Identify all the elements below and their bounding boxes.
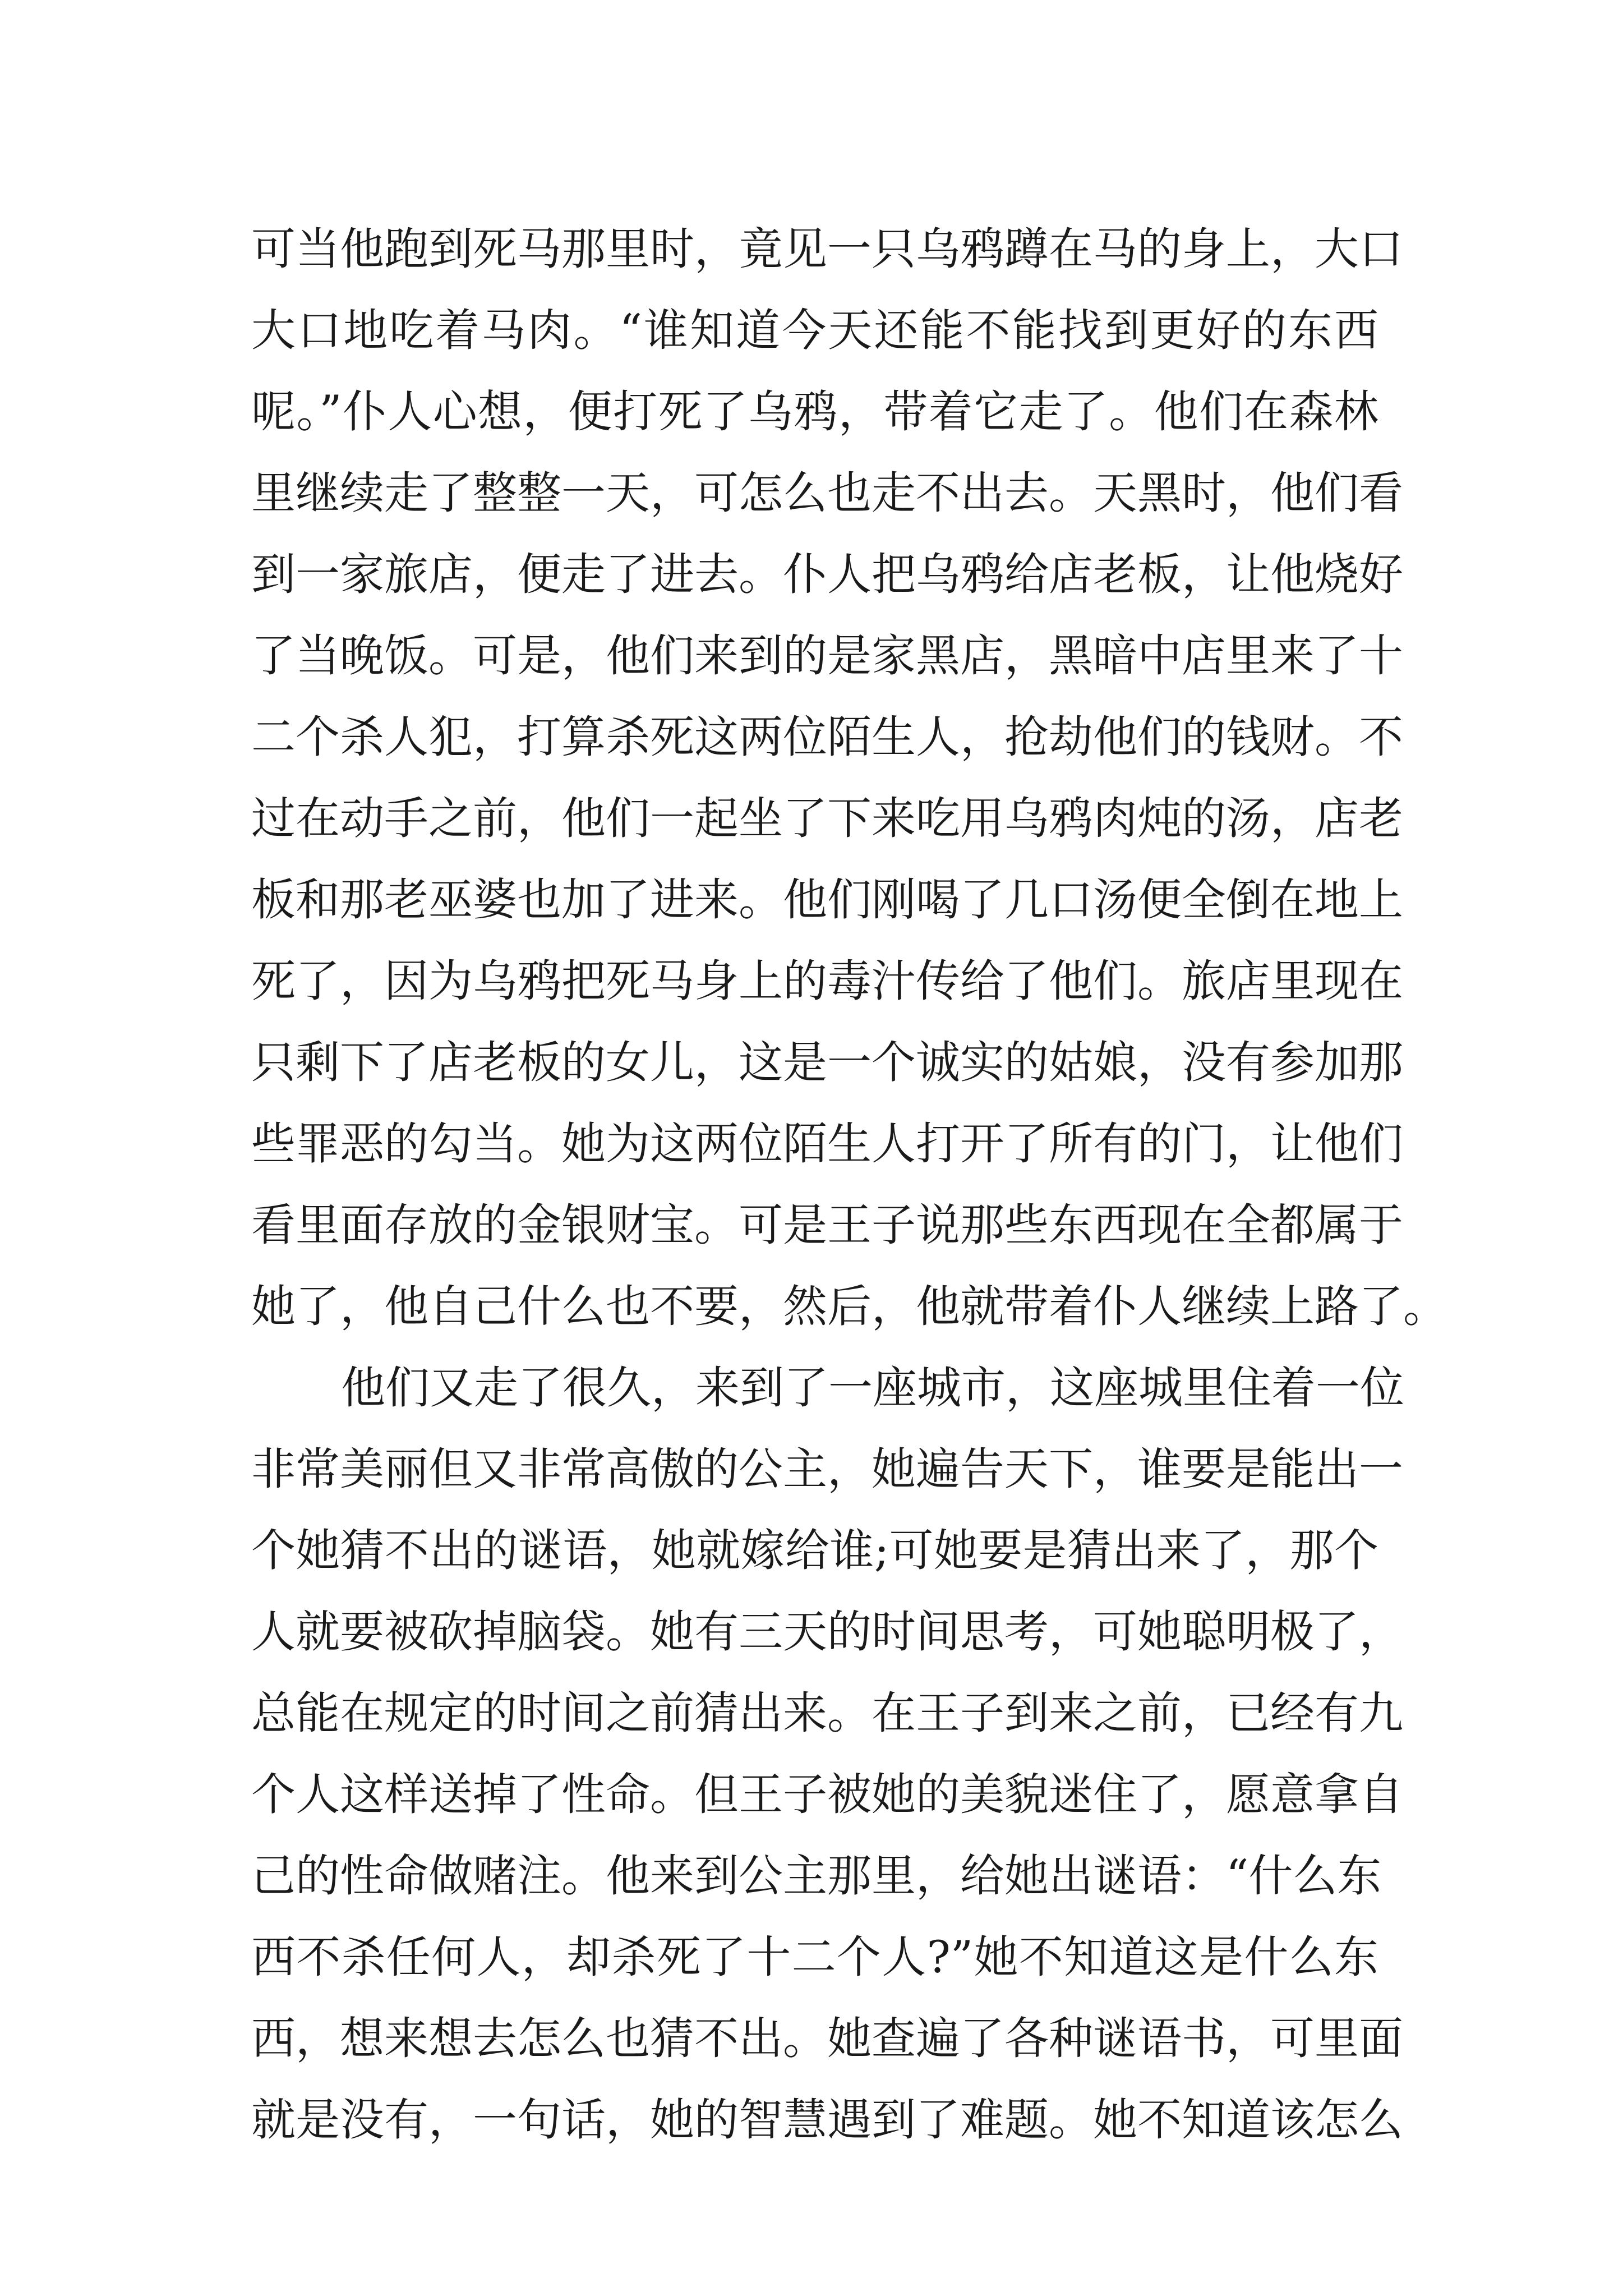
text-line: 可当他跑到死马那里时，竟见一只乌鸦蹲在马的身上，大口 bbox=[251, 223, 1403, 275]
text-line: 到一家旅店，便走了进去。仆人把乌鸦给店老板，让他烧好 bbox=[251, 549, 1403, 600]
text-line: 西，想来想去怎么也猜不出。她查遍了各种谜语书，可里面 bbox=[251, 2013, 1403, 2064]
text-line: 呢。”仆人心想，便打死了乌鸦，带着它走了。他们在森林 bbox=[251, 386, 1378, 438]
text-line: 里继续走了整整一天，可怎么也走不出去。天黑时，他们看 bbox=[251, 467, 1403, 519]
text-line: 看里面存放的金银财宝。可是王子说那些东西现在全都属于 bbox=[251, 1199, 1403, 1251]
text-line: 人就要被砍掉脑袋。她有三天的时间思考，可她聪明极了， bbox=[251, 1606, 1403, 1658]
paragraph-start-line: 他们又走了很久，来到了一座城市，这座城里住着一位 bbox=[341, 1362, 1404, 1414]
text-line: 总能在规定的时间之前猜出来。在王子到来之前，已经有九 bbox=[251, 1687, 1403, 1739]
text-line: 过在动手之前，他们一起坐了下来吃用乌鸦肉炖的汤，店老 bbox=[251, 793, 1403, 844]
text-line: 西不杀任何人，却杀死了十二个人?”她不知道这是什么东 bbox=[251, 1931, 1378, 1983]
text-line: 非常美丽但又非常高傲的公主，她遍告天下，谁要是能出一 bbox=[251, 1443, 1403, 1495]
text-line: 己的性命做赌注。他来到公主那里，给她出谜语：“什么东 bbox=[251, 1850, 1382, 1902]
body-text bbox=[251, 209, 1447, 2161]
text-line: 二个杀人犯，打算杀死这两位陌生人，抢劫他们的钱财。不 bbox=[251, 711, 1403, 763]
text-line: 板和那老巫婆也加了进来。他们刚喝了几口汤便全倒在地上 bbox=[251, 874, 1403, 926]
text-line: 个她猜不出的谜语，她就嫁给谁;可她要是猜出来了，那个 bbox=[251, 1525, 1378, 1576]
text-line: 死了，因为乌鸦把死马身上的毒汁传给了他们。旅店里现在 bbox=[251, 955, 1403, 1007]
text-line: 些罪恶的勾当。她为这两位陌生人打开了所有的门，让他们 bbox=[251, 1118, 1403, 1170]
text-line: 就是没有，一句话，她的智慧遇到了难题。她不知道该怎么 bbox=[251, 2094, 1403, 2146]
text-line: 她了，他自己什么也不要，然后，他就带着仆人继续上路了。 bbox=[251, 1281, 1447, 1332]
text-line: 大口地吃着马肉。“谁知道今天还能不能找到更好的东西 bbox=[251, 305, 1378, 356]
text-line: 只剩下了店老板的女儿，这是一个诚实的姑娘，没有参加那 bbox=[251, 1037, 1403, 1088]
text-line: 个人这样送掉了性命。但王子被她的美貌迷住了，愿意拿自 bbox=[251, 1769, 1403, 1820]
text-line: 了当晚饭。可是，他们来到的是家黑店，黑暗中店里来了十 bbox=[251, 630, 1403, 682]
